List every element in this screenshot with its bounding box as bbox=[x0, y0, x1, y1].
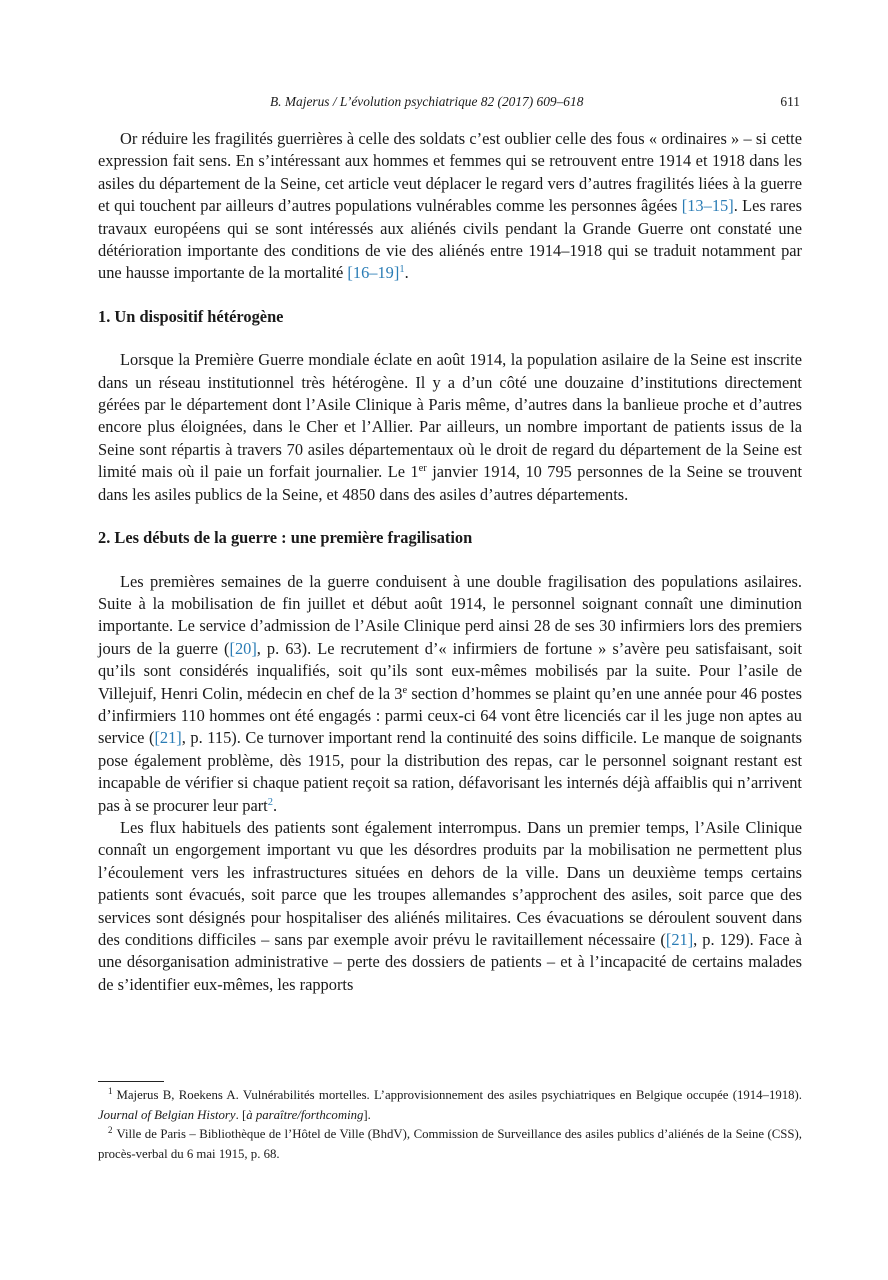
citation-link[interactable]: [16–19] bbox=[347, 263, 400, 283]
section2-paragraph bbox=[98, 571, 802, 817]
footnote bbox=[98, 1125, 802, 1164]
text-run: . Les rares travaux européens qui se sont intéressés aux aliénés civils pendant la Grande Guerre ont constaté une détérioration importante des conditions de vie des aliénés entre 1914–1918 qui se traduit notamment par une hausse importante de la mortalité bbox=[98, 196, 802, 283]
footnotes bbox=[98, 1086, 802, 1164]
section-heading: 1. Un dispositif hétérogène bbox=[98, 306, 284, 326]
citation-link[interactable]: [13–15] bbox=[681, 196, 734, 216]
footnote-divider bbox=[98, 1081, 164, 1082]
text-run: Lorsque la Première Guerre mondiale éclate en août 1914, la population asilaire de la Seine est inscrite dans un réseau institutionnel très hétérogène. Il y a d’un côté une douzaine d’institutions directement gérées par le département dont l’Asile Clinique à Paris même, d’autres dans la banlieue proche et d’autres encore plus éloignées, dans le Cher et l’Allier. Par ailleurs, un nombre important de patients issus de la Seine sont répartis à travers 70 asiles départementaux où le droit de regard du département de la Seine est limité mais où il paie un forfait journalier. Le 1 bbox=[98, 350, 802, 482]
footnote-marker-link[interactable]: 2 bbox=[267, 796, 273, 808]
text-run: . [ bbox=[235, 1107, 247, 1122]
section1-paragraph bbox=[98, 349, 802, 506]
footnote-number: 1 bbox=[108, 1086, 113, 1096]
intro-paragraph bbox=[98, 128, 802, 285]
text-run: , p. 129). Face à une désorganisation administrative – perte des dossiers de patients – et à l’incapacité de certains malades de s’identifier eux-mêmes, les rapports bbox=[98, 930, 802, 994]
text-run: Majerus B, Roekens A. Vulnérabilités mortelles. L’approvisionnement des asiles psychiatriques en Belgique occupée (1914–1918). bbox=[116, 1088, 802, 1102]
text-run: Les flux habituels des patients sont également interrompus. Dans un premier temps, l’Asile Clinique connaît un engorgement important vu que les désordres produits par la mobilisation ne permettent plus l’écoulement vers les infrastructures situées en dehors de la ville. Dans un deuxième temps certains patients sont évacués, soit parce que les troupes allemandes s’approchent des asiles, soit parce que des services sont désignés pour hospitaliser des aliénés militaires. Ces évacuations se déroulent souvent dans des conditions difficiles – sans par exemple avoir prévu le ravitaillement nécessaire ( bbox=[98, 817, 802, 949]
article-body bbox=[98, 128, 802, 996]
citation-link[interactable]: [21] bbox=[154, 728, 182, 748]
text-run: Les premières semaines de la guerre conduisent à une double fragilisation des populations asilaires. Suite à la mobilisation de fin juillet et début août 1914, le personnel soignant connaît une diminution importante. Le service d’admission de l’Asile Clinique perd ainsi 28 de ses 30 infirmiers lors des premiers jours de la guerre ( bbox=[98, 571, 802, 658]
text-run: section d’hommes se plaint qu’en une année pour 46 postes d’infirmiers 110 hommes ont été engagés : parmi ceux-ci 64 vont être licenciés car il les juge non aptes au service ( bbox=[98, 683, 802, 748]
text-run: . bbox=[273, 795, 278, 815]
running-title: B. Majerus / L’évolution psychiatrique 82 (2017) 609–618 bbox=[270, 94, 584, 109]
section2-paragraph bbox=[98, 817, 802, 996]
text-run: Or réduire les fragilités guerrières à celle des soldats c’est oublier celle des fous « ordinaires » – si cette expression fait sens. En s’intéressant aux hommes et femmes qui se retrouvent entre 1914 et 1918 dans les asiles du département de la Seine, cet article veut déplacer le regard vers d’autres fragilités liées à la guerre et qui touchent par ailleurs d’autres populations vulnérables comme les personnes âgées bbox=[98, 129, 802, 216]
section-heading: 2. Les débuts de la guerre : une première fragilisation bbox=[98, 528, 473, 548]
superscript: er bbox=[418, 463, 427, 475]
citation-link[interactable]: [21] bbox=[665, 930, 694, 949]
text-run: , p. 115). Ce turnover important rend la continuité des soins difficile. Le manque de soignants pose également problème, dès 1915, pour la distribution des repas, car le personnel soignant restant est incapable de vérifier si chaque patient reçoit sa ration, défavorisant les internés déjà affaiblis qui n’arrivent pas à se procurer leur part bbox=[98, 728, 802, 815]
text-run: ]. bbox=[363, 1107, 371, 1122]
footnote-number: 2 bbox=[108, 1125, 113, 1135]
superscript: e bbox=[402, 684, 408, 696]
page-number: 611 bbox=[780, 94, 800, 109]
publication-status: à paraître/forthcoming bbox=[246, 1107, 364, 1122]
text-run: , p. 63). Le recrutement d’« infirmiers de fortune » s’avère peu satisfaisant, soit qu’ils sont considérés inqualifiés, soit qu’ils sont eux-mêmes mobilisés par la suite. Pour l’asile de Villejuif, Henri Colin, médecin en chef de la 3 bbox=[98, 638, 802, 703]
text-run: Ville de Paris – Bibliothèque de l’Hôtel de Ville (BhdV), Commission de Surveillance des asiles publics d’aliénés de la Seine (CSS), procès-verbal du 6 mai 1915, p. 68. bbox=[98, 1127, 802, 1161]
footnote bbox=[98, 1086, 802, 1125]
text-run: . bbox=[404, 263, 409, 283]
citation-link[interactable]: [20] bbox=[229, 638, 257, 658]
text-run: janvier 1914, 10 795 personnes de la Seine se trouvent dans les asiles publics de la Seine, et 4850 dans des asiles d’autres départements. bbox=[98, 462, 802, 504]
footnote-marker-link[interactable]: 1 bbox=[399, 264, 405, 276]
journal-title: Journal of Belgian History bbox=[98, 1107, 236, 1122]
